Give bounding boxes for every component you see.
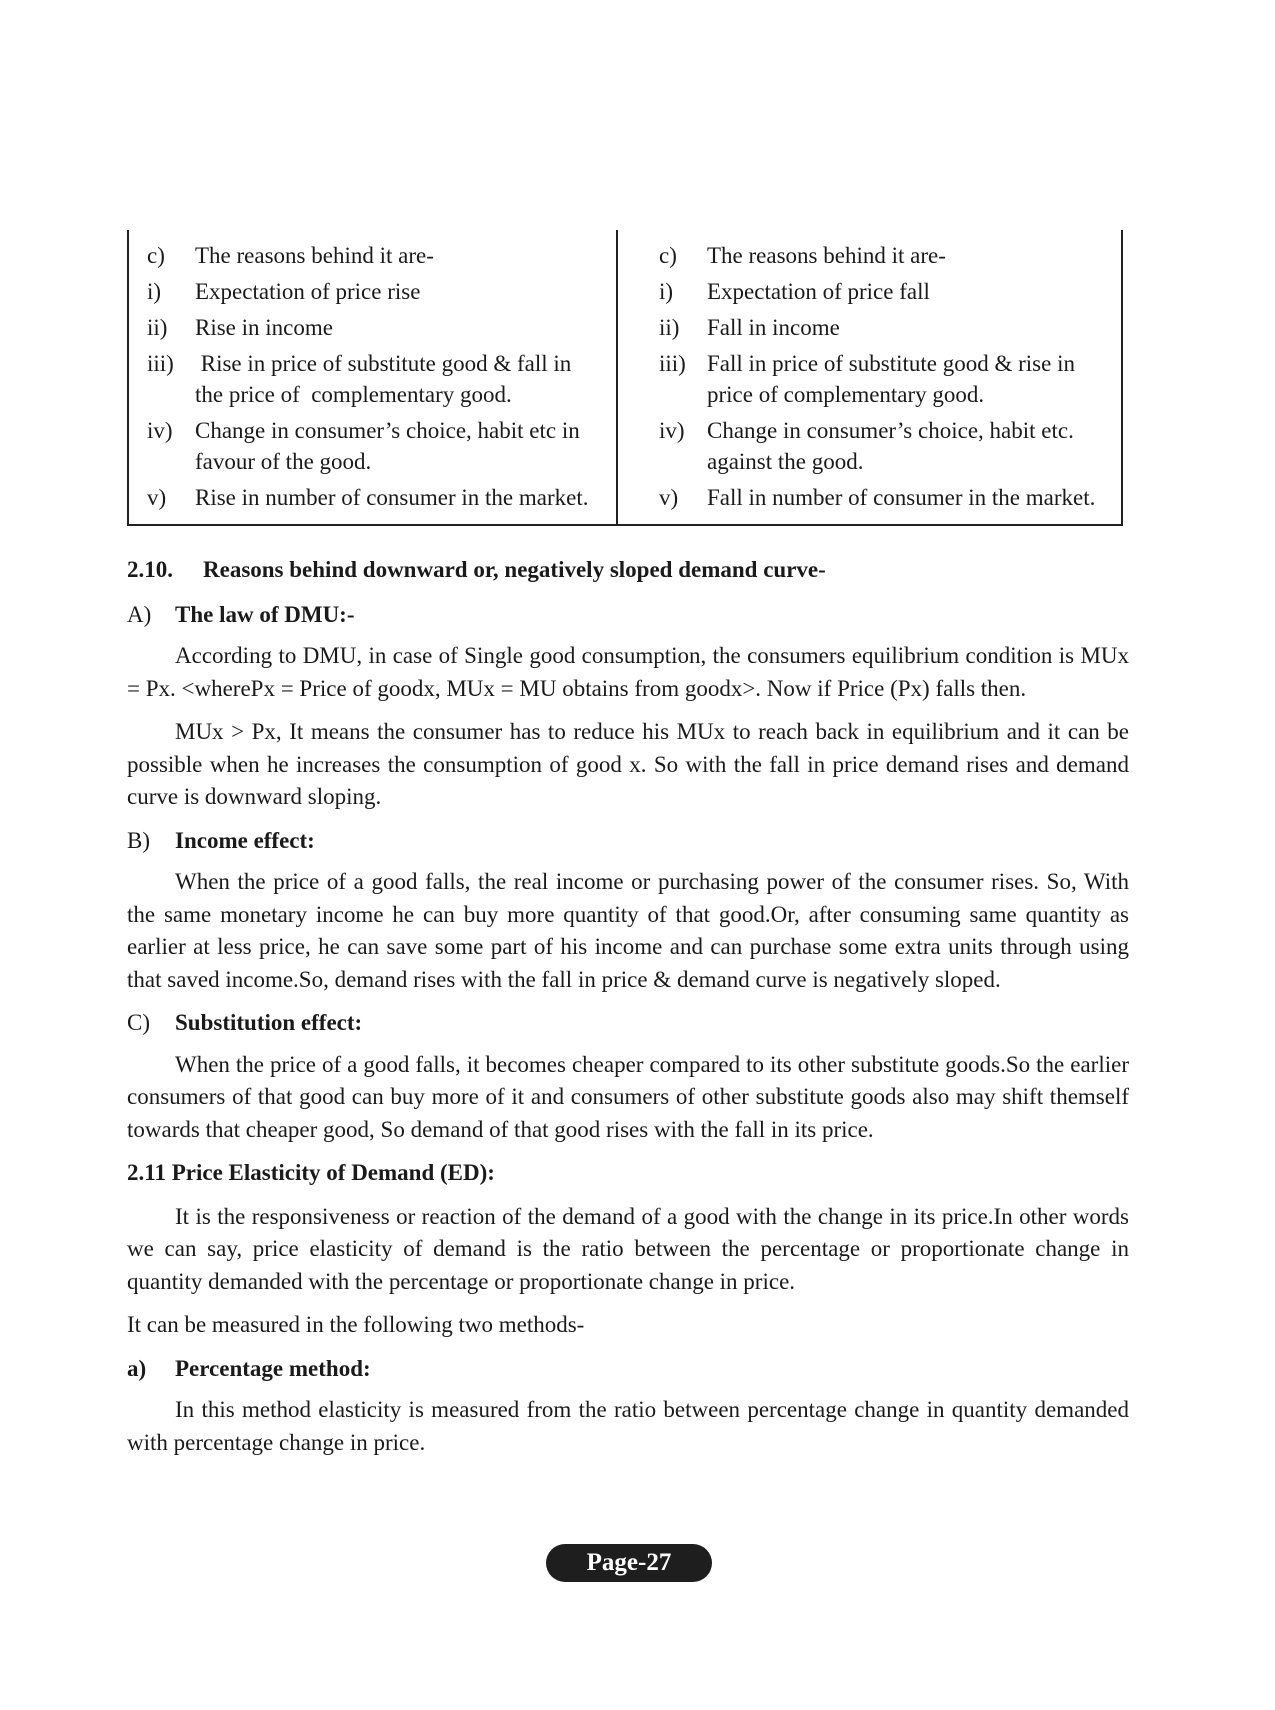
item-text: Rise in price of substitute good & fall in the price of complementary good.	[195, 351, 578, 407]
list-item	[659, 240, 1114, 271]
item-marker: c)	[659, 243, 677, 268]
item-marker: i)	[659, 279, 674, 304]
subheading-label: a)	[127, 1355, 147, 1381]
item-marker: ii)	[659, 315, 680, 340]
list-item	[659, 348, 1114, 410]
paragraph: In this method elasticity is measured from the ratio between percentage change in quantity demanded with percentage change in price.	[127, 1397, 1129, 1455]
item-marker: iii)	[147, 351, 174, 376]
section-heading-2-10	[127, 554, 1129, 587]
subheading-income-effect	[127, 825, 1129, 858]
item-marker: i)	[147, 279, 162, 304]
item-text: Expectation of price fall	[707, 279, 930, 304]
item-text: Fall in price of substitute good & rise in price of complementary good.	[707, 351, 1075, 407]
column-divider	[616, 230, 618, 524]
item-marker: iv)	[659, 418, 685, 443]
subheading-percentage-method	[127, 1353, 1129, 1386]
paragraph: It can be measured in the following two methods-	[127, 1312, 585, 1337]
list-item	[147, 312, 597, 343]
left-column	[147, 240, 597, 518]
subheading-label: B)	[127, 827, 150, 853]
item-text: Change in consumer’s choice, habit etc. against the good.	[707, 418, 1074, 474]
subheading-title: Percentage method:	[175, 1355, 371, 1381]
item-marker: v)	[659, 485, 679, 510]
body-text	[127, 554, 1129, 1470]
list-item	[659, 312, 1114, 343]
item-text: The reasons behind it are-	[195, 243, 434, 268]
item-text: Change in consumer’s choice, habit etc in favour of the good.	[195, 418, 580, 474]
list-item	[147, 348, 597, 410]
subheading-title: Income effect:	[175, 827, 315, 853]
paragraph: According to DMU, in case of Single good consumption, the consumers equilibrium condition is MUx = Px. <wherePx = Price of goodx, MUx = MU obtains from goodx>. Now if Price (Px) falls then.	[127, 643, 1129, 701]
item-text: The reasons behind it are-	[707, 243, 946, 268]
paragraph: It is the responsiveness or reaction of the demand of a good with the change in its price.In other words we can say, price elasticity of demand is the ratio between the percentage or proportionate change in quantity demanded with the percentage or proportionate change in price.	[127, 1203, 1129, 1294]
list-item	[659, 276, 1114, 307]
subheading-title: Substitution effect:	[175, 1010, 363, 1035]
subheading-title: The law of DMU:-	[175, 601, 355, 627]
item-text: Fall in number of consumer in the market.	[707, 485, 1096, 510]
list-item	[147, 415, 597, 477]
item-marker: iii)	[659, 351, 686, 376]
list-item	[147, 240, 597, 271]
list-item	[147, 276, 597, 307]
list-item	[147, 482, 597, 513]
list-item	[659, 482, 1114, 513]
item-text: Rise in number of consumer in the market.	[195, 485, 589, 510]
subheading-law-of-dmu	[127, 599, 1129, 632]
paragraph: When the price of a good falls, the real income or purchasing power of the consumer rises. So, With the same monetary income he can buy more quantity of that good.Or, after consuming same quantity as earlier at less price, he can save some part of his income and can purchase some extra units through using that saved income.So, demand rises with the fall in price & demand curve is negatively sloped.	[127, 869, 1129, 992]
item-text: Expectation of price rise	[195, 279, 421, 304]
paragraph: MUx > Px, It means the consumer has to reduce his MUx to reach back in equilibrium and it can be possible when he increases the consumption of good x. So with the fall in price demand rises and demand curve is downward sloping.	[127, 719, 1129, 809]
section-title: Reasons behind downward or, negatively sloped demand curve-	[203, 557, 826, 582]
paragraph: When the price of a good falls, it becomes cheaper compared to its other substitute goods.So the earlier consumers of that good can buy more of it and consumers of other substitute goods also may shift themself towards that cheaper good, So demand of that good rises with the fall in its price.	[127, 1051, 1129, 1142]
right-column	[659, 240, 1114, 518]
subheading-substitution-effect	[127, 1007, 1129, 1040]
comparison-table	[127, 230, 1123, 526]
page-number-badge: Page-27	[546, 1544, 712, 1582]
item-text: Fall in income	[707, 315, 840, 340]
subheading-label: A)	[127, 601, 152, 627]
item-marker: v)	[147, 485, 167, 510]
section-heading-2-11: 2.11 Price Elasticity of Demand (ED):	[127, 1160, 495, 1185]
section-number: 2.10.	[127, 557, 173, 582]
subheading-label: C)	[127, 1010, 150, 1035]
item-marker: c)	[147, 243, 165, 268]
item-text: Rise in income	[195, 315, 333, 340]
item-marker: iv)	[147, 418, 173, 443]
list-item	[659, 415, 1114, 477]
item-marker: ii)	[147, 315, 168, 340]
